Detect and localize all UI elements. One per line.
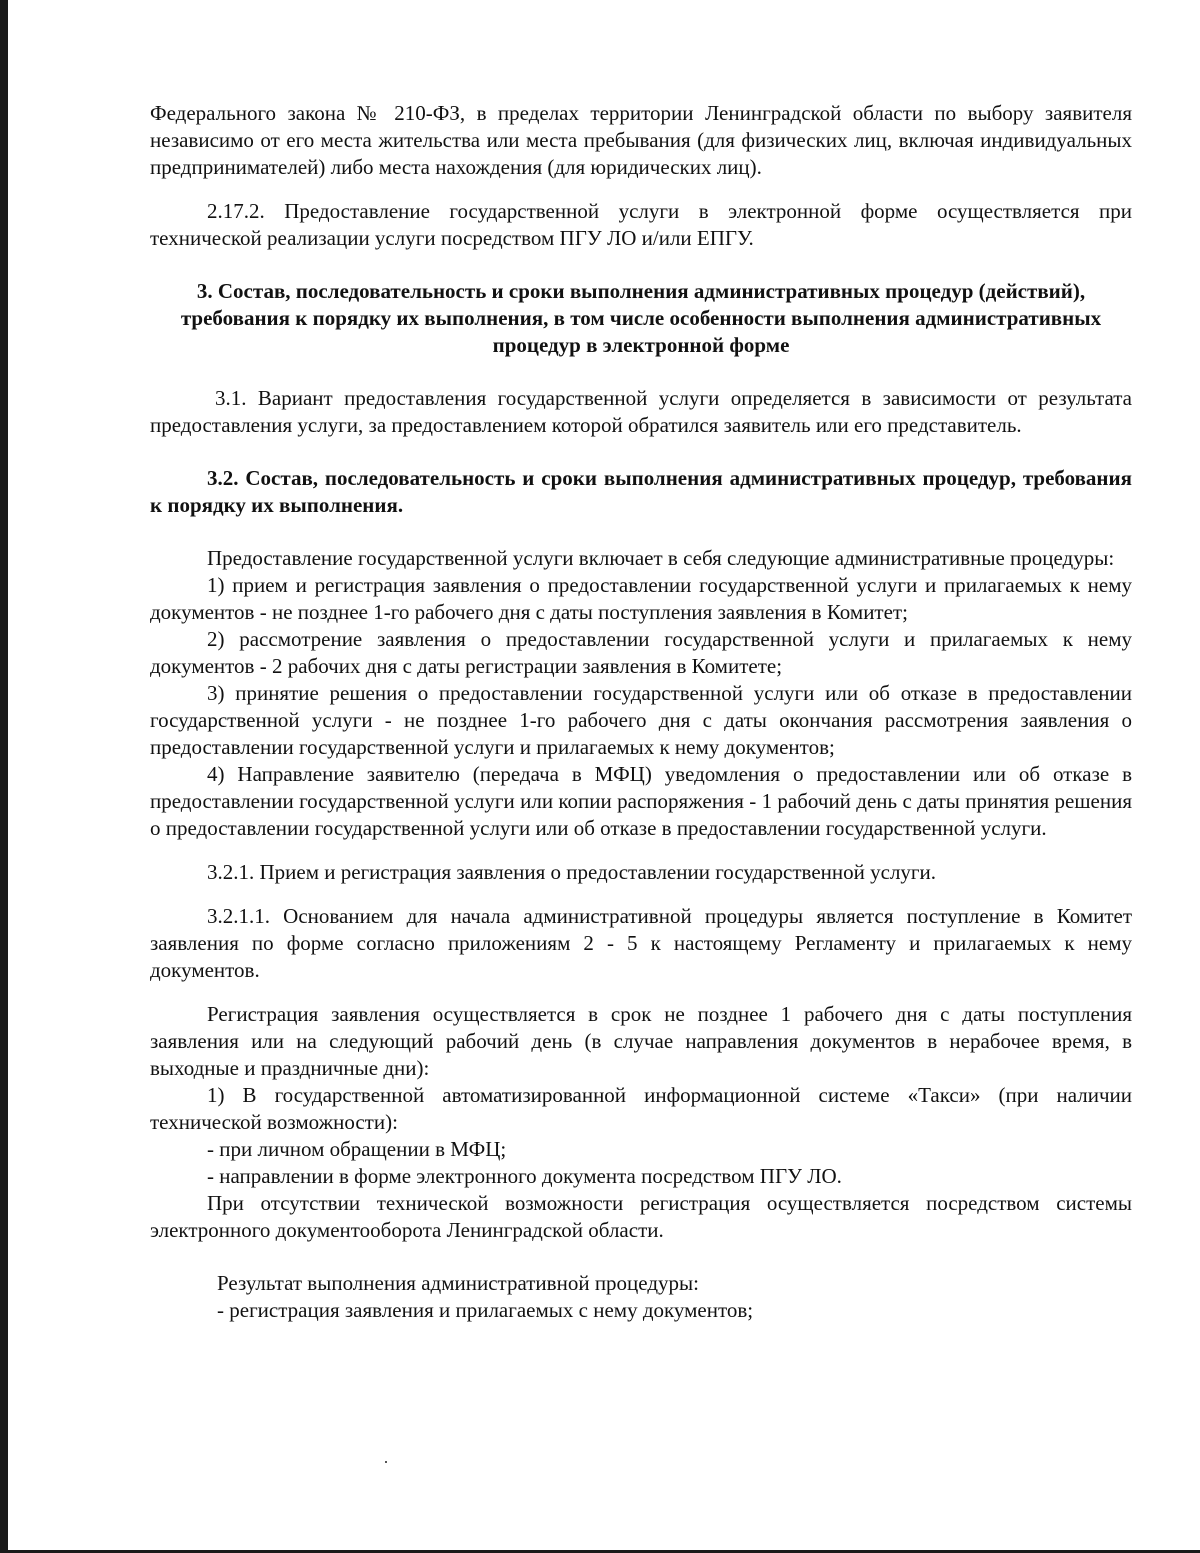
paragraph-3-2-1-1: 3.2.1.1. Основанием для начала административной процедуры является поступление в Комитет заявления по форме согласно приложениям 2 - 5 к настоящему Регламенту и прилагаемых к нему документов.: [150, 904, 1132, 982]
list-item-procedure-1: 1) прием и регистрация заявления о предоставлении государственной услуги и прилагаемых к нему документов - не позднее 1-го рабочего дня с даты поступления заявления в Комитет;: [150, 573, 1132, 624]
paragraph-procedure-result: Результат выполнения административной процедуры:: [217, 1271, 699, 1295]
list-item-registration-result: - регистрация заявления и прилагаемых с нему документов;: [217, 1298, 754, 1322]
document-body: [150, 100, 1132, 1324]
paragraph-federal-law: Федерального закона № 210-ФЗ, в пределах территории Ленинградской области по выбору заявителя независимо от его места жительства или места пребывания (для физических лиц, включая индивидуальных предпринимателей) либо места нахождения (для юридических лиц).: [150, 101, 1132, 179]
result-block: [150, 1270, 1132, 1324]
scan-edge-left: [0, 0, 8, 1553]
paragraph-registration: Регистрация заявления осуществляется в срок не позднее 1 рабочего дня с даты поступления заявления или на следующий рабочий день (в случае направления документов в нерабочее время, в выходные и праздничные дни):: [150, 1002, 1132, 1080]
section-3-heading: 3. Состав, последовательность и сроки выполнения административных процедур (действий), требования к порядку их выполнения, в том числе особенности выполнения административных процедур в электронной форме: [180, 279, 1102, 357]
paragraph-3-1: 3.1. Вариант предоставления государственной услуги определяется в зависимости от результата предоставления услуги, за предоставлением которой обратился заявитель или его представитель.: [150, 386, 1132, 437]
list-item-procedure-3: 3) принятие решения о предоставлении государственной услуги или об отказе в предоставлении государственной услуги - не позднее 1-го рабочего дня с даты окончания рассмотрения заявления о предоставлении государственной услуги и прилагаемых к нему документов;: [150, 681, 1132, 759]
paragraph-2-17-2: 2.17.2. Предоставление государственной услуги в электронной форме осуществляется при технической реализации услуги посредством ПГУ ЛО и/или ЕПГУ.: [150, 199, 1132, 250]
list-item-personal-visit: - при личном обращении в МФЦ;: [207, 1137, 507, 1161]
section-3-2-heading: 3.2. Состав, последовательность и сроки выполнения административных процедур, требования к порядку их выполнения.: [150, 466, 1132, 517]
paragraph-no-technical-possibility: При отсутствии технической возможности регистрация осуществляется посредством системы электронного документооборота Ленинградской области.: [150, 1191, 1132, 1242]
list-item-taxi-system: 1) В государственной автоматизированной информационной системе «Такси» (при наличии технической возможности):: [150, 1083, 1132, 1134]
paragraph-procedures-intro: Предоставление государственной услуги включает в себя следующие административные процедуры:: [207, 546, 1115, 570]
paragraph-3-2-1: 3.2.1. Прием и регистрация заявления о предоставлении государственной услуги.: [207, 860, 937, 884]
scan-speck: [385, 1461, 387, 1463]
list-item-procedure-2: 2) рассмотрение заявления о предоставлении государственной услуги и прилагаемых к нему документов - 2 рабочих дня с даты регистрации заявления в Комитете;: [150, 627, 1132, 678]
list-item-procedure-4: 4) Направление заявителю (передача в МФЦ) уведомления о предоставлении или об отказе в предоставлении государственной услуги или копии распоряжения - 1 рабочий день с даты принятия решения о предоставлении государственной услуги или об отказе в предоставлении государственной услуги.: [150, 762, 1132, 840]
list-item-electronic-document: - направлении в форме электронного документа посредством ПГУ ЛО.: [207, 1164, 842, 1188]
